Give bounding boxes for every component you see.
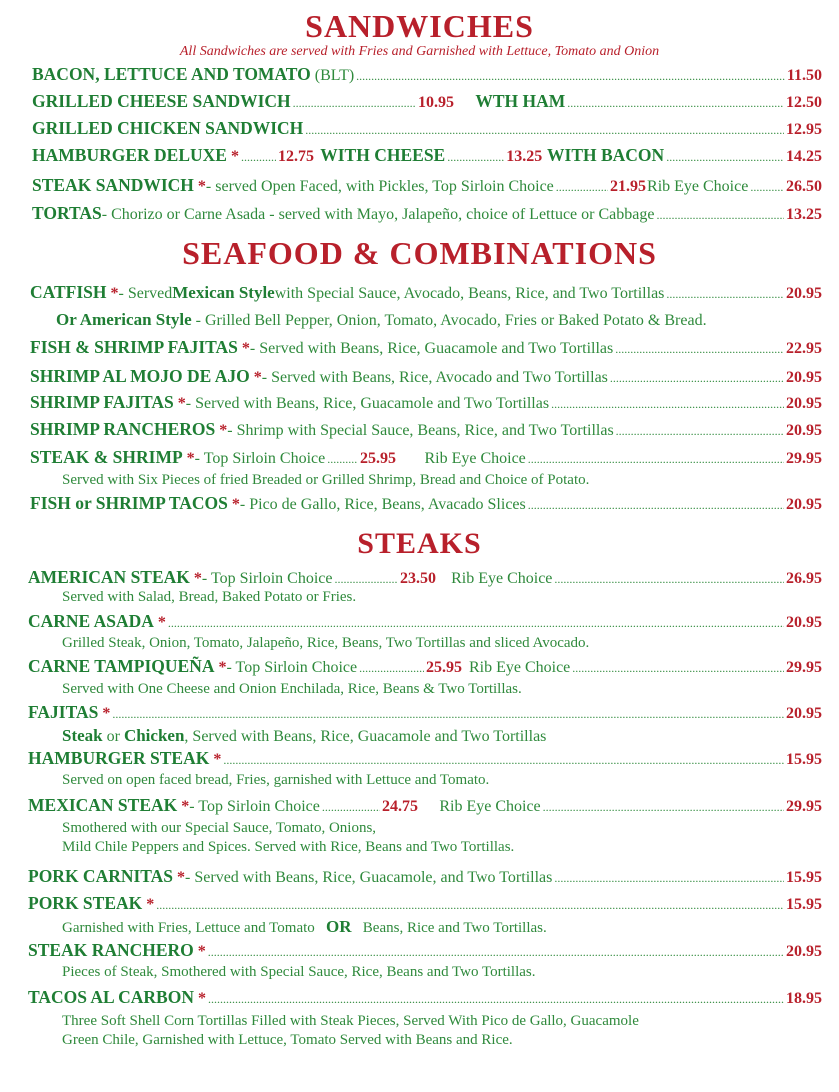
item-desc: - Shrimp with Special Sauce, Beans, Rice, and Two Tortillas <box>227 422 614 439</box>
menu-item-pork-carnitas: PORK CARNITAS * - Served with Beans, Rice, Guacamole, and Two Tortillas ..... 15.95 <box>28 866 822 887</box>
leader-dots <box>208 945 784 960</box>
steak-ranchero-note: Pieces of Steak, Smothered with Special Sauce, Rice, Beans and Two Tortillas. <box>62 964 536 980</box>
leader-dots <box>356 69 785 84</box>
item-price: 20.95 <box>786 614 822 631</box>
sandwiches-note: All Sandwiches are served with Fries and Garnished with Lettuce, Tomato and Onion <box>179 44 660 59</box>
leader-dots <box>572 661 784 676</box>
ribeye-price: 26.95 <box>786 570 822 587</box>
leader-dots <box>551 397 784 412</box>
menu-item-hamburger-deluxe: HAMBURGER DELUXE * ..... 12.75 WITH CHEESE ..... 13.25 WITH BACON ..... 14.25 <box>32 145 822 166</box>
item-name: STEAK RANCHERO <box>28 940 194 960</box>
item-desc: - Served with Beans, Rice, Guacamole and Two Tortillas <box>249 340 614 357</box>
leader-dots <box>528 498 784 513</box>
seafood-heading: SEAFOOD & COMBINATIONS <box>182 235 657 271</box>
menu-item-mexican-steak: MEXICAN STEAK * - Top Sirloin Choice ..... 24.75 Rib Eye Choice ..... 29.95 <box>28 795 822 816</box>
catfish-american-style: Or American Style - Grilled Bell Pepper, Onion, Tomato, Avocado, Fries or Baked Potato & Bread. <box>56 310 707 329</box>
menu-item-pork-steak: PORK STEAK * ..... 15.95 <box>28 893 822 914</box>
ham-option-price: 12.50 <box>786 94 822 111</box>
leader-dots <box>556 180 608 195</box>
cheese-option-price: 13.25 <box>506 148 543 165</box>
mexican-style-label: Mexican Style <box>172 283 275 302</box>
item-name: SHRIMP AL MOJO DE AJO <box>30 366 250 386</box>
leader-dots <box>666 287 784 302</box>
pork-steak-note: Garnished with Fries, Lettuce and Tomato OR Beans, Rice and Two Tortillas. <box>62 917 547 936</box>
menu-item-grilled-cheese <box>32 91 822 112</box>
american-steak-note: Served with Salad, Bread, Baked Potato or Fries. <box>62 589 357 605</box>
item-name: STEAK SANDWICH <box>32 175 194 195</box>
leader-dots <box>610 371 784 386</box>
item-name: PORK CARNITAS <box>28 866 174 886</box>
item-name: AMERICAN STEAK <box>28 567 190 587</box>
or-label: OR <box>326 917 352 936</box>
item-name: CARNE TAMPIQUEÑA <box>28 656 215 676</box>
item-name: FISH & SHRIMP FAJITAS <box>30 337 238 357</box>
ribeye-price: 29.95 <box>786 659 822 676</box>
cheese-option-label: WITH CHEESE <box>320 145 446 165</box>
item-name: HAMBURGER STEAK <box>28 748 210 768</box>
item-name: TORTAS <box>32 203 102 223</box>
item-price: 20.95 <box>786 496 822 513</box>
leader-dots <box>112 707 784 722</box>
ribeye-price: 29.95 <box>786 450 822 467</box>
item-desc: - Pico de Gallo, Rice, Beans, Avacado Slices <box>239 496 526 513</box>
menu-item-shrimp-fajitas: SHRIMP FAJITAS * - Served with Beans, Rice, Guacamole and Two Tortillas ..... 20.95 <box>30 392 822 413</box>
item-price: 11.50 <box>786 67 822 84</box>
item-price: 20.95 <box>786 705 822 722</box>
leader-dots <box>168 616 784 631</box>
bacon-option-label: WITH BACON <box>547 145 665 165</box>
item-price: 20.95 <box>786 422 822 439</box>
leader-dots <box>447 150 504 165</box>
menu-item-carne-asada: CARNE ASADA * ..... 20.95 <box>28 611 822 632</box>
ribeye-label: Rib Eye Choice <box>451 570 553 587</box>
item-price: 20.95 <box>786 943 822 960</box>
item-name: SHRIMP RANCHEROS <box>30 419 216 439</box>
item-price: 10.95 <box>418 94 454 111</box>
item-desc: - Top Sirloin Choice <box>226 659 358 676</box>
menu-item-carne-tampiquena: CARNE TAMPIQUEÑA * - Top Sirloin Choice ..... 25.95 Rib Eye Choice ..... 29.95 <box>28 656 822 677</box>
leader-dots <box>615 342 784 357</box>
item-desc: - Served with Beans, Rice, Avocado and Two Tortillas <box>261 369 608 386</box>
item-price: 20.95 <box>786 285 822 302</box>
menu-item-tacos-al-carbon: TACOS AL CARBON * ..... 18.95 <box>28 987 822 1008</box>
bacon-option-price: 14.25 <box>786 148 822 165</box>
leader-dots <box>334 572 398 587</box>
item-price: 13.25 <box>786 206 822 223</box>
item-desc: - served Open Faced, with Pickles, Top Sirloin Choice <box>205 178 554 195</box>
leader-dots <box>208 992 784 1007</box>
item-name: TACOS AL CARBON <box>28 987 194 1007</box>
item-name: HAMBURGER DELUXE <box>32 145 227 165</box>
mexican-steak-note-2: Mild Chile Peppers and Spices. Served with Rice, Beans and Two Tortillas. <box>62 839 515 855</box>
menu-item-tortas <box>32 203 822 224</box>
leader-dots <box>156 898 784 913</box>
leader-dots <box>528 452 784 467</box>
leader-dots <box>656 208 784 223</box>
item-price: 12.75 <box>278 148 314 165</box>
item-price: 25.95 <box>426 659 462 676</box>
item-name: MEXICAN STEAK <box>28 795 178 815</box>
carne-tampiquena-note: Served with One Cheese and Onion Enchilada, Rice, Beans & Two Tortillas. <box>62 681 522 697</box>
item-price: 20.95 <box>786 395 822 412</box>
leader-dots <box>554 572 784 587</box>
ribeye-label: Rib Eye Choice <box>468 659 571 676</box>
leader-dots <box>327 452 358 467</box>
item-price: 24.75 <box>382 798 418 815</box>
leader-dots <box>750 180 784 195</box>
menu-item-shrimp-rancheros: SHRIMP RANCHEROS * - Shrimp with Special Sauce, Beans, Rice, and Two Tortillas ..... 20.95 <box>30 419 822 440</box>
menu-item-steak-ranchero: STEAK RANCHERO * ..... 20.95 <box>28 940 822 961</box>
leader-dots <box>567 96 784 111</box>
menu-item-steak-shrimp: STEAK & SHRIMP * - Top Sirloin Choice ..... 25.95 Rib Eye Choice ..... 29.95 <box>30 447 822 468</box>
item-name: STEAK & SHRIMP <box>30 447 183 467</box>
ribeye-price: 29.95 <box>786 798 822 815</box>
item-tag: (BLT) <box>314 67 355 84</box>
carne-asada-note: Grilled Steak, Onion, Tomato, Jalapeño, Rice, Beans, Two Tortillas and sliced Avocado. <box>62 635 590 651</box>
hamburger-steak-note: Served on open faced bread, Fries, garnished with Lettuce and Tomato. <box>62 772 490 788</box>
menu-item-catfish: CATFISH * - Served Mexican Style with Special Sauce, Avocado, Beans, Rice, and Two Tortillas ..... 20.95 <box>30 282 822 303</box>
menu-item-fajitas: FAJITAS * ..... 20.95 <box>28 702 822 723</box>
leader-dots <box>554 871 784 886</box>
item-desc: - Top Sirloin Choice <box>194 450 326 467</box>
item-name: BACON, LETTUCE AND TOMATO <box>32 64 311 84</box>
item-price: 12.95 <box>786 121 822 138</box>
ribeye-price: 26.50 <box>786 178 822 195</box>
menu-item-steak-sandwich: STEAK SANDWICH * - served Open Faced, with Pickles, Top Sirloin Choice ..... 21.95 Rib Eye Choice ..... 26.50 <box>32 175 822 196</box>
item-price: 15.95 <box>786 896 822 913</box>
item-price: 15.95 <box>786 751 822 768</box>
item-name: GRILLED CHEESE SANDWICH <box>32 91 291 111</box>
menu-item-hamburger-steak: HAMBURGER STEAK * ..... 15.95 <box>28 748 822 769</box>
menu-item-grilled-chicken <box>32 118 822 139</box>
tacos-al-carbon-note-2: Green Chile, Garnished with Lettuce, Tomato Served with Beans and Rice. <box>62 1032 513 1048</box>
leader-dots <box>616 424 784 439</box>
item-desc: - Chorizo or Carne Asada - served with Mayo, Jalapeño, choice of Lettuce or Cabbage <box>101 206 655 223</box>
sandwiches-heading: SANDWICHES <box>305 8 534 44</box>
item-name: FAJITAS <box>28 702 99 722</box>
steak-shrimp-note: Served with Six Pieces of fried Breaded or Grilled Shrimp, Bread and Choice of Potato. <box>62 472 590 488</box>
item-desc: - Served with Beans, Rice, Guacamole, and Two Tortillas <box>185 869 553 886</box>
item-name: PORK STEAK <box>28 893 143 913</box>
leader-dots <box>223 753 784 768</box>
tacos-al-carbon-note-1: Three Soft Shell Corn Tortillas Filled with Steak Pieces, Served With Pico de Gallo, Guacamole <box>62 1013 639 1029</box>
american-style-label: Or American Style <box>56 310 192 329</box>
item-name: CATFISH <box>30 282 107 302</box>
ribeye-label: Rib Eye Choice <box>424 450 526 467</box>
leader-dots <box>359 661 424 676</box>
item-name: SHRIMP FAJITAS <box>30 392 174 412</box>
item-price: 21.95 <box>610 178 646 195</box>
ribeye-label: Rib Eye Choice <box>439 798 541 815</box>
item-price: 25.95 <box>360 450 396 467</box>
leader-dots <box>322 800 380 815</box>
fajitas-note: Steak or Chicken, Served with Beans, Rice, Guacamole and Two Tortillas <box>62 726 547 745</box>
ham-option-label: WTH HAM <box>475 91 566 111</box>
item-price: 23.50 <box>400 570 436 587</box>
menu-item-fish-shrimp-tacos: FISH or SHRIMP TACOS * - Pico de Gallo, Rice, Beans, Avacado Slices ..... 20.95 <box>30 493 822 514</box>
leader-dots <box>305 123 784 138</box>
item-desc: - Top Sirloin Choice <box>189 798 320 815</box>
mexican-steak-note-1: Smothered with our Special Sauce, Tomato, Onions, <box>62 820 377 836</box>
item-price: 20.95 <box>786 369 822 386</box>
ribeye-label: Rib Eye Choice <box>647 178 749 195</box>
leader-dots <box>241 150 276 165</box>
menu-item-american-steak: AMERICAN STEAK * - Top Sirloin Choice ..... 23.50 Rib Eye Choice ..... 26.95 <box>28 567 822 588</box>
item-price: 22.95 <box>786 340 822 357</box>
item-desc: - Served with Beans, Rice, Guacamole and Two Tortillas <box>185 395 550 412</box>
leader-dots <box>666 150 784 165</box>
leader-dots <box>543 800 784 815</box>
leader-dots <box>293 96 416 111</box>
menu-item-blt <box>32 64 822 85</box>
item-desc: - Top Sirloin Choice <box>201 570 333 587</box>
item-name: CARNE ASADA <box>28 611 154 631</box>
menu-item-fish-shrimp-fajitas: FISH & SHRIMP FAJITAS * - Served with Beans, Rice, Guacamole and Two Tortillas ..... 22.95 <box>30 337 822 358</box>
menu-item-shrimp-mojo: SHRIMP AL MOJO DE AJO * - Served with Beans, Rice, Avocado and Two Tortillas ..... 20.95 <box>30 366 822 387</box>
item-price: 18.95 <box>786 990 822 1007</box>
item-price: 15.95 <box>786 869 822 886</box>
steaks-heading: STEAKS <box>357 527 482 560</box>
item-name: FISH or SHRIMP TACOS <box>30 493 228 513</box>
item-name: GRILLED CHICKEN SANDWICH <box>32 118 304 138</box>
